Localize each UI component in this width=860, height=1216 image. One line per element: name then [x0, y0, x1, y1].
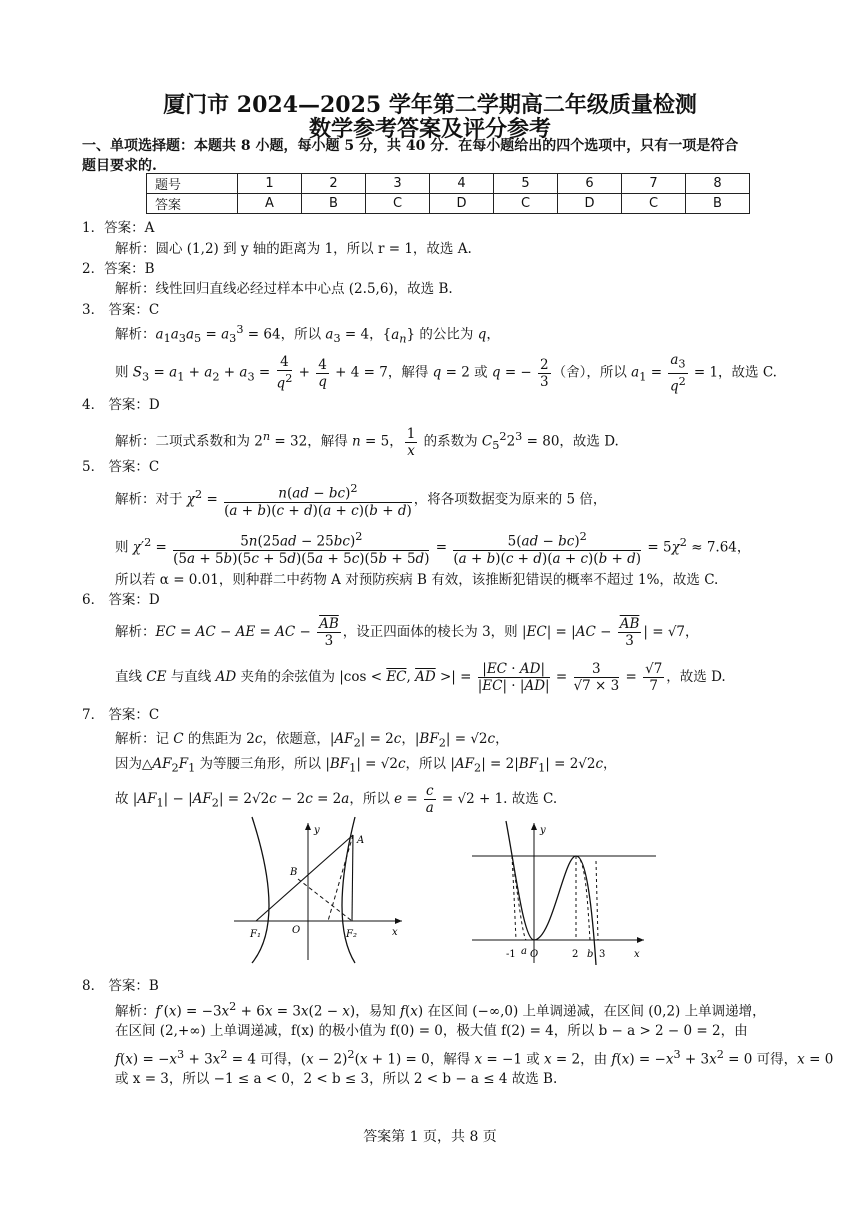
table-cell: C: [366, 194, 430, 214]
section-heading-line1: 一、单项选择题：本题共 8 小题，每小题 5 分，共 40 分．在每小题给出的四个选项中，只有一项是符合: [82, 138, 739, 154]
table-cell: B: [686, 194, 750, 214]
q6-explanation-2: 直线 CE 与直线 AD 夹角的余弦值为 $|\cos < \overline{EC}$, $\overline{AD}$ >| = $\frac{|EC \cdot AD|}{|EC| \cdot |AD|}$ = $\frac{3}{√7 \times 3}$ = $\frac{√7}{7}$ ，故选 D.: [115, 661, 726, 694]
table-cell: 7: [622, 174, 686, 194]
page-footer: 答案第 1 页，共 8 页: [363, 1129, 497, 1145]
table-cell: B: [302, 194, 366, 214]
tick-label-2: 2: [572, 949, 579, 960]
table-row: [147, 174, 750, 194]
q8-explanation-3: $f(x) = -x^3 + 3x^2 = 4$ 可得，$(x - 2)^2(x + 1) = 0$，解得 x = −1 或 x = 2，由 $f(x) = -x^3 + 3x^2 = 0$ 可得，x = 0: [115, 1048, 834, 1068]
q1-answer: 1．答案：A: [82, 220, 155, 236]
q8-explanation-4: 或 x = 3，所以 −1 ≤ a < 0，2 < b ≤ 3，所以 2 < b − a ≤ 4 故选 B.: [115, 1071, 558, 1087]
table-cell: 5: [494, 174, 558, 194]
table-cell: A: [238, 194, 302, 214]
section-heading-line2: 题目要求的.: [82, 158, 157, 174]
point-f1-label: F₁: [250, 929, 261, 940]
origin-label: O: [292, 925, 301, 936]
q2-answer: 2．答案：B: [82, 261, 155, 277]
table-cell: 1: [238, 174, 302, 194]
table-cell: D: [430, 194, 494, 214]
table-cell: 4: [430, 174, 494, 194]
axis-y-label: y: [314, 825, 320, 836]
table-cell: 2: [302, 174, 366, 194]
tick-label-a: a: [521, 946, 527, 957]
q3-explanation-2: 则 $S_3 = a_1 + a_2 + a_3$ = $\frac{4}{q^2}$ + $\frac{4}{q}$ + 4 = 7，解得 q = 2 或 q = − $\frac{2}{3}$ （舍），所以 $a_1$ = $\frac{a_3}{q^2}$ = 1，故选 C.: [115, 352, 777, 395]
q2-explanation: 解析：线性回归直线必经过样本中心点 (2.5,6)，故选 B.: [115, 281, 453, 297]
origin-label: O: [530, 949, 539, 960]
point-f2-label: F₂: [346, 929, 357, 940]
table-cell: C: [494, 194, 558, 214]
page-title: 厦门市 2024—2025 学年第二学期高二年级质量检测: [163, 92, 697, 118]
axis-x-label: x: [634, 949, 640, 960]
table-cell: C: [622, 194, 686, 214]
page-subtitle: 数学参考答案及评分参考: [308, 116, 551, 142]
table-cell: 6: [558, 174, 622, 194]
answer-table: [146, 173, 750, 214]
q7-answer: 7． 答案：C: [82, 707, 160, 723]
point-a-label: A: [357, 835, 365, 846]
q5-explanation-3: 所以若 α = 0.01，则种群二中药物 A 对预防疾病 B 有效，该推断犯错误的概率不超过 1%，故选 C.: [115, 572, 719, 588]
table-row: [147, 194, 750, 214]
table-cell: 3: [366, 174, 430, 194]
hyperbola-figure: [228, 815, 408, 965]
table-cell: D: [558, 194, 622, 214]
point-b-label: B: [290, 867, 298, 878]
q7-explanation-3: 故 $|AF_1| - |AF_2| = 2√2c - 2c = 2a$，所以 e = $\frac{c}{a}$ = √2 + 1. 故选 C.: [115, 783, 558, 816]
q8-explanation-2: 在区间 (2,+∞) 上单调递减，f(x) 的极小值为 f(0) = 0，极大值 f(2) = 4，所以 b − a > 2 − 0 = 2，由: [115, 1023, 748, 1039]
q5-explanation-1: 解析：对于 $\chi^2$ = $\frac{n(ad - bc)^2}{(a + b)(c + d)(a + c)(b + d)}$ ，将各项数据变为原来的 5 倍，: [115, 482, 607, 519]
axis-y-label: y: [540, 825, 546, 836]
q8-answer: 8． 答案：B: [82, 978, 159, 994]
q5-explanation-2: 则 $\chi'^2$ = $\frac{5n(25ad - 25bc)^2}{(5a + 5b)(5c + 5d)(5a + 5c)(5b + 5d)}$ = $\frac{5(ad - bc)^2}{(a + b)(c + d)(a + c)(b + d)}$ = $5\chi^2 \approx 7.64$，: [115, 530, 751, 567]
q7-explanation-1: 解析：记 C 的焦距为 2c，依题意，$|AF_2| = 2c$，$|BF_2| = √2c$，: [115, 731, 509, 750]
table-cell: 8: [686, 174, 750, 194]
q5-answer: 5． 答案：C: [82, 459, 160, 475]
q8-explanation-1: 解析：$f'(x) = -3x^2 + 6x = 3x(2 - x)$，易知 f(x) 在区间 (−∞,0) 上单调递减，在区间 (0,2) 上单调递增，: [115, 1000, 766, 1020]
q1-explanation: 解析：圆心 (1,2) 到 y 轴的距离为 1，所以 r = 1，故选 A.: [115, 241, 472, 257]
section-heading: [82, 136, 782, 176]
q3-explanation-1: 解析：$a_1a_3a_5 = a_3^3 = 64$，所以 $a_3 = 4$，$\{a_n\}$ 的公比为 q，: [115, 323, 500, 346]
q6-answer: 6． 答案：D: [82, 592, 160, 608]
tick-label-3: 3: [599, 949, 606, 960]
q6-explanation-1: 解析：EC = AC − AE = AC − $\frac{\overline{AB}}{3}$ ，设正四面体的棱长为 3，则 |EC| = |AC − $\frac{\overline{AB}}{3}$ | = √7，: [115, 616, 699, 649]
table-header-cell: 题号: [147, 174, 238, 194]
axis-x-label: x: [392, 927, 398, 938]
q3-answer: 3． 答案：C: [82, 302, 160, 318]
q7-explanation-2: 因为$\triangle AF_2F_1$ 为等腰三角形，所以 $|BF_1| = √2c$，所以 $|AF_2| = 2|BF_1| = 2√2c$，: [115, 756, 617, 775]
tick-label-b: b: [587, 949, 594, 960]
q4-answer: 4． 答案：D: [82, 397, 160, 413]
tick-label-neg1: -1: [506, 949, 516, 960]
table-header-cell: 答案: [147, 194, 238, 214]
cubic-function-figure: [468, 815, 658, 965]
q4-explanation: 解析：二项式系数和为 $2^n = 32$，解得 n = 5， $\frac{1}{x}$ 的系数为 $C_5^22^3 = 80$，故选 D.: [115, 425, 619, 459]
